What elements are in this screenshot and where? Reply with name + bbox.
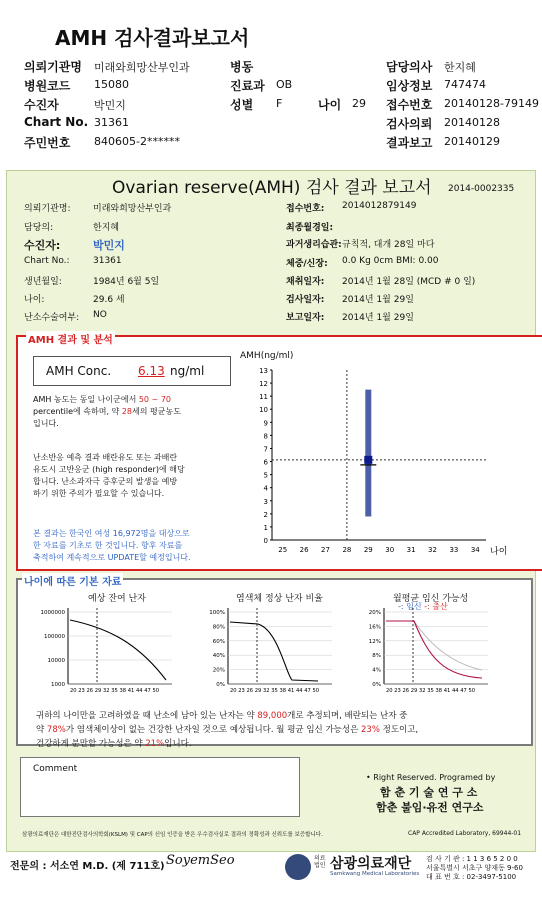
report-value: 규칙적, 대개 28일 마다 [342, 240, 435, 250]
chart2-title: 염색체 정상 난자 비율 [236, 594, 323, 604]
report-label: 검사일자: [286, 295, 325, 305]
header-value: OB [276, 78, 293, 91]
report-label: 의뢰기관명: [24, 204, 71, 214]
header-label: Chart No. [24, 115, 89, 129]
report-label: 최종월경일: [286, 223, 334, 233]
report-value: 2014012879149 [342, 201, 417, 211]
report-label: 나이: [24, 295, 45, 305]
report-value: 31361 [93, 256, 122, 266]
base-data-title: 나이에 따른 기본 자료 [22, 573, 123, 588]
header-value: 한지혜 [444, 61, 476, 74]
foundation-contact: 검 사 기 관 : 1 1 3 6 5 2 0 0 서울특별시 서초구 양재동 9-60 대 표 번 호 : 02-3497-5100 [426, 855, 523, 881]
chart-ylabel: AMH(ng/ml) [240, 351, 294, 361]
y-tick-label: 2 [263, 510, 268, 519]
mini-x-ticks: 20 23 26 29 32 35 38 41 44 47 50 [230, 688, 320, 694]
age-value: 29 [352, 97, 366, 110]
report-label: Chart No.: [24, 256, 70, 266]
y-tick-label: 8 [263, 432, 268, 441]
pregnancy-curve [414, 621, 482, 670]
report-label: 접수번호: [286, 204, 325, 214]
age-label: 나이 [318, 98, 342, 112]
x-tick-label: 32 [428, 546, 437, 554]
report-value: 2014년 1월 29일 [342, 295, 414, 305]
report-value: 0.0 Kg 0cm BMI: 0.00 [342, 256, 439, 266]
x-tick-label: 33 [449, 546, 459, 554]
mini-y-tick: 0% [372, 682, 381, 688]
foundation-logo-icon [285, 854, 311, 880]
x-tick-label: 34 [470, 546, 480, 554]
y-tick-label: 12 [259, 380, 268, 389]
mini-y-tick: 80% [212, 624, 225, 631]
x-tick-label: 31 [406, 546, 416, 554]
report-value: 2014년 1월 28일 (MCD # 0 일) [342, 277, 476, 287]
header-label: 의뢰기관명 [24, 60, 82, 74]
cert-text: 삼광의료재단은 대한진단검사의학회(KSLM) 및 CAP의 신임 인증을 받은 우수검사실로 결과의 정확성과 신뢰도를 보증합니다. [22, 832, 323, 838]
report-label: 체중/신장: [286, 259, 328, 269]
rights-text: • Right Reserved. Programed by [366, 773, 496, 782]
header-label: 진료과 [230, 79, 265, 93]
y-tick-label: 9 [263, 419, 268, 428]
header-label: 병동 [230, 60, 254, 74]
header-label: 주민번호 [24, 136, 71, 150]
mini-x-ticks: 20 23 26 29 32 35 38 41 44 47 50 [70, 688, 160, 694]
header-value: 미래와희망산부인과 [94, 61, 190, 74]
y-tick-label: 13 [259, 367, 268, 375]
amh-section-title: AMH 결과 및 분석 [26, 331, 115, 346]
mini-y-tick: 40% [212, 653, 225, 660]
x-axis-label: 나이 [490, 547, 508, 557]
report-label: 보고일자: [286, 313, 325, 323]
comment-box [20, 757, 300, 817]
x-tick-label: 30 [385, 546, 395, 554]
mini-curve [70, 620, 166, 680]
header-label: 성별 [230, 98, 254, 112]
report-label: 담당의: [24, 223, 54, 233]
header-label: 수진자 [24, 98, 59, 112]
report-value: 29.6 세 [93, 295, 125, 305]
y-tick-label: 11 [259, 393, 268, 402]
chart1-title: 예상 잔여 난자 [88, 594, 146, 604]
lab-name-1: 함 춘 기 술 연 구 소 [380, 786, 478, 799]
amh-text2: 난소반응 예측 결과 배란유도 또는 과배란 유도시 고반응군 (high responder)에 해당 합니다. 난소과자극 증후군의 발생을 예방 하기 위한 주의가 필요할 수 있습니다. [33, 453, 185, 498]
x-tick-label: 28 [342, 546, 352, 554]
header-label: 담당의사 [386, 60, 433, 74]
amh-conc-box [33, 356, 231, 386]
y-tick-label: 1 [263, 523, 268, 532]
mini-y-tick: 60% [212, 638, 225, 645]
y-tick-label: 10 [259, 406, 268, 415]
foundation-name-en: Samkwang Medical Laboratories [330, 871, 420, 877]
report-value: 박민지 [93, 239, 125, 252]
amh-point [364, 456, 372, 464]
lab-name-2: 함춘 불임·유전 연구소 [376, 801, 484, 814]
header-label: 병원코드 [24, 79, 71, 93]
y-tick-label: 0 [263, 537, 268, 545]
x-tick-label: 29 [363, 546, 373, 554]
mini-y-tick: 12% [368, 638, 381, 645]
mini-y-tick: 1000000 [40, 610, 65, 616]
report-number: 2014-0002335 [448, 184, 515, 194]
mini-y-tick: 100000 [44, 634, 65, 640]
report-value: 한지혜 [93, 223, 120, 233]
y-tick-label: 3 [263, 497, 268, 506]
report-value: NO [93, 310, 107, 320]
report-label: 과거생리습관: [286, 240, 342, 250]
header-value: 20140128 [444, 116, 500, 129]
report-title: Ovarian reserve(AMH) 검사 결과 보고서 [112, 178, 432, 198]
comment-label: Comment [33, 764, 78, 774]
page-title: AMH 검사결과보고서 [55, 26, 250, 50]
header-value: 20140129 [444, 135, 500, 148]
mini-y-tick: 8% [372, 653, 381, 660]
x-tick-label: 25 [278, 546, 288, 554]
header-value: 15080 [94, 78, 129, 91]
y-tick-label: 6 [263, 458, 268, 467]
mini-x-ticks: 20 23 26 29 32 35 38 41 44 47 50 [386, 688, 476, 694]
y-tick-label: 4 [263, 484, 268, 493]
amh-conc-unit: ng/ml [170, 364, 205, 378]
header-value: 31361 [94, 116, 129, 129]
doctor-signature: SoyemSeo [166, 853, 235, 868]
mini-y-tick: 4% [372, 667, 381, 674]
header-value: F [276, 97, 283, 110]
header-value: 박민지 [94, 99, 126, 112]
report-label: 난소수술여부: [24, 313, 80, 323]
foundation-small: 의료법인 [314, 855, 326, 869]
mini-y-tick: 10000 [47, 658, 65, 664]
amh-range-bar [365, 390, 371, 517]
header-label: 결과보고 [386, 136, 433, 150]
report-label: 수진자: [24, 239, 61, 252]
y-tick-label: 7 [263, 445, 268, 454]
mini-y-tick: 0% [216, 682, 225, 688]
report-value: 미래와희망산부인과 [93, 204, 172, 214]
foundation-name: 삼광의료재단 [330, 856, 412, 872]
amh-conc-value: 6.13 [138, 364, 165, 378]
report-value: 1984년 6월 5일 [93, 277, 160, 287]
summary-text: 귀하의 나이만을 고려하였을 때 난소에 남아 있는 난자는 약 89,000개로 추정되며, 배란되는 난자 중 약 78%가 염색체이상이 없는 건강한 난자일 것으로 예상됩니다. 월 평균 임신 가능성은 23% 정도이고, 건강하게 분만할 가능성은 약 21%입니다. [36, 711, 419, 749]
cap-text: CAP Accredited Laboratory, 69944-01 [408, 830, 522, 837]
mini-y-tick: 1000 [51, 682, 65, 688]
header-label: 접수번호 [386, 98, 433, 112]
y-tick-label: 5 [263, 471, 268, 480]
header-value: 840605-2****** [94, 135, 180, 148]
header-value: 20140128-79149 [444, 97, 539, 110]
amh-text1: AMH 농도는 동일 나이군에서 50 ~ 70 percentile에 속하며, 약 28세의 평균농도 입니다. [33, 395, 181, 428]
report-label: 생년월일: [24, 277, 62, 287]
mini-curve [230, 622, 318, 681]
chart3-title: 월평균 임신 가능성 [393, 594, 469, 604]
mini-y-tick: 20% [212, 667, 225, 674]
doctor-name: 전문의 : 서소연 M.D. (제 711호) [10, 861, 165, 872]
amh-conc-label: AMH Conc. [46, 364, 112, 378]
amh-chart [234, 348, 508, 560]
amh-text3: 본 결과는 한국인 여성 16,972명을 대상으로 한 자료를 기초로 한 것입니다. 향후 자료를 축적하여 계속적으로 UPDATE할 예정입니다. [33, 529, 191, 562]
report-label: 채취일자: [286, 277, 325, 287]
x-tick-label: 27 [321, 546, 330, 554]
mini-y-tick: 20% [368, 610, 381, 616]
header-value: 747474 [444, 78, 486, 91]
report-value: 2014년 1월 29일 [342, 313, 414, 323]
x-tick-label: 26 [299, 546, 309, 554]
mini-y-tick: 16% [368, 624, 381, 631]
mini-y-tick: 100% [209, 610, 225, 616]
chart3-legend: -: 임신 -: 출산 [398, 602, 448, 611]
header-label: 검사의뢰 [386, 117, 433, 131]
header-label: 임상정보 [386, 79, 433, 93]
